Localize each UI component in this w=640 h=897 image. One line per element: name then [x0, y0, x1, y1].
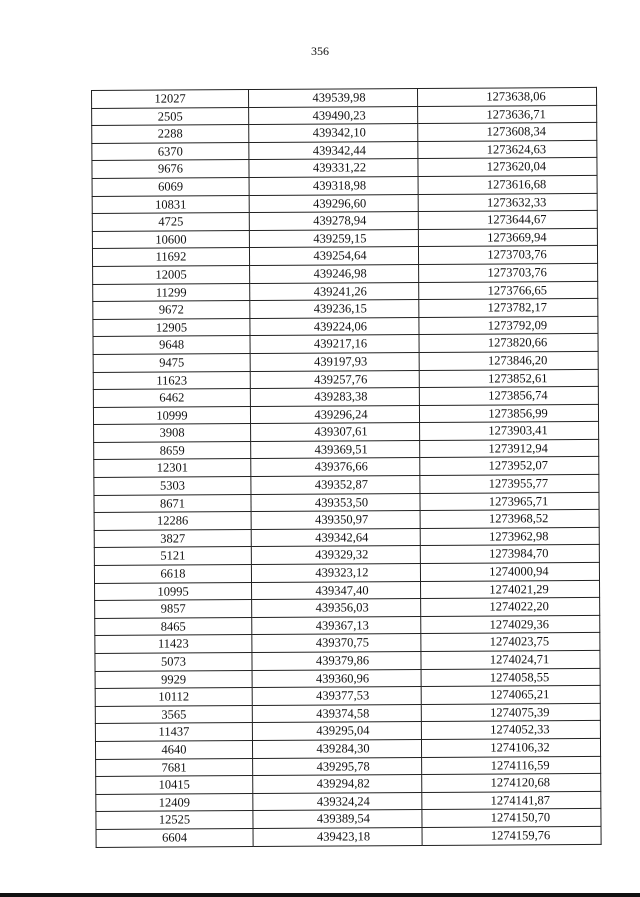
x-coordinate-cell: 439224,06 — [250, 317, 419, 336]
point-id-cell: 10995 — [95, 582, 252, 601]
point-id-cell: 5303 — [94, 477, 251, 496]
point-id-cell: 2505 — [92, 107, 249, 126]
page-number: 356 — [311, 44, 329, 58]
point-id-cell: 10112 — [95, 688, 252, 707]
point-id-cell: 5073 — [95, 653, 252, 672]
x-coordinate-cell: 439324,24 — [253, 792, 422, 811]
point-id-cell: 9676 — [92, 160, 249, 179]
x-coordinate-cell: 439360,96 — [252, 669, 421, 688]
x-coordinate-cell: 439246,98 — [250, 264, 419, 283]
point-id-cell: 12525 — [96, 811, 253, 830]
y-coordinate-cell: 1273903,41 — [420, 422, 599, 441]
x-coordinate-cell: 439350,97 — [251, 511, 420, 530]
x-coordinate-cell: 439217,16 — [250, 335, 419, 354]
point-id-cell: 6604 — [96, 828, 253, 847]
x-coordinate-cell: 439374,58 — [252, 704, 421, 723]
x-coordinate-cell: 439294,82 — [253, 775, 422, 794]
y-coordinate-cell: 1273792,09 — [419, 316, 598, 335]
x-coordinate-cell: 439329,32 — [251, 546, 420, 565]
y-coordinate-cell: 1274058,55 — [421, 668, 600, 687]
x-coordinate-cell: 439284,30 — [252, 739, 421, 758]
y-coordinate-cell: 1273636,71 — [418, 105, 597, 124]
coordinate-table-body — [92, 87, 602, 847]
y-coordinate-cell: 1274141,87 — [422, 791, 601, 810]
point-id-cell: 2288 — [92, 125, 249, 144]
point-id-cell: 4640 — [95, 740, 252, 759]
point-id-cell: 9672 — [93, 301, 250, 320]
point-id-cell: 6370 — [92, 142, 249, 161]
point-id-cell: 11692 — [92, 248, 249, 267]
y-coordinate-cell: 1274116,59 — [422, 756, 601, 775]
y-coordinate-cell: 1273703,76 — [419, 263, 598, 282]
y-coordinate-cell: 1274021,29 — [421, 580, 600, 599]
x-coordinate-cell: 439241,26 — [250, 282, 419, 301]
point-id-cell: 6618 — [94, 565, 251, 584]
point-id-cell: 12027 — [92, 90, 249, 109]
x-coordinate-cell: 439323,12 — [251, 564, 420, 583]
y-coordinate-cell: 1274120,68 — [422, 774, 601, 793]
point-id-cell: 12301 — [94, 459, 251, 478]
y-coordinate-cell: 1274000,94 — [420, 562, 599, 581]
y-coordinate-cell: 1273965,71 — [420, 492, 599, 511]
y-coordinate-cell: 1273766,65 — [419, 281, 598, 300]
y-coordinate-cell: 1274022,20 — [421, 598, 600, 617]
point-id-cell: 9857 — [95, 600, 252, 619]
point-id-cell: 11299 — [93, 283, 250, 302]
x-coordinate-cell: 439295,78 — [253, 757, 422, 776]
x-coordinate-cell: 439318,98 — [249, 176, 418, 195]
y-coordinate-cell: 1273620,04 — [418, 158, 597, 177]
x-coordinate-cell: 439259,15 — [249, 229, 418, 248]
y-coordinate-cell: 1273616,68 — [418, 175, 597, 194]
y-coordinate-cell: 1273952,07 — [420, 457, 599, 476]
point-id-cell: 11423 — [95, 635, 252, 654]
point-id-cell: 8659 — [94, 441, 251, 460]
x-coordinate-cell: 439490,23 — [249, 106, 418, 125]
y-coordinate-cell: 1274029,36 — [421, 615, 600, 634]
y-coordinate-cell: 1274106,32 — [421, 738, 600, 757]
y-coordinate-cell: 1273624,63 — [418, 140, 597, 159]
x-coordinate-cell: 439353,50 — [251, 493, 420, 512]
x-coordinate-cell: 439296,60 — [249, 194, 418, 213]
x-coordinate-cell: 439367,13 — [252, 616, 421, 635]
x-coordinate-cell: 439376,66 — [251, 458, 420, 477]
y-coordinate-cell: 1274023,75 — [421, 633, 600, 652]
point-id-cell: 8671 — [94, 494, 251, 513]
point-id-cell: 10831 — [92, 195, 249, 214]
point-id-cell: 7681 — [96, 758, 253, 777]
x-coordinate-cell: 439423,18 — [253, 827, 422, 846]
scan-edge — [0, 893, 640, 897]
y-coordinate-cell: 1274159,76 — [422, 826, 601, 845]
y-coordinate-cell: 1274150,70 — [422, 809, 601, 828]
y-coordinate-cell: 1273782,17 — [419, 299, 598, 318]
y-coordinate-cell: 1273608,34 — [418, 123, 597, 142]
y-coordinate-cell: 1273846,20 — [419, 351, 598, 370]
point-id-cell: 9475 — [93, 353, 250, 372]
point-id-cell: 3908 — [94, 424, 251, 443]
point-id-cell: 6462 — [93, 389, 250, 408]
y-coordinate-cell: 1274065,21 — [421, 686, 600, 705]
y-coordinate-cell: 1273962,98 — [420, 527, 599, 546]
point-id-cell: 4725 — [92, 213, 249, 232]
y-coordinate-cell: 1273912,94 — [420, 439, 599, 458]
point-id-cell: 10415 — [96, 776, 253, 795]
x-coordinate-cell: 439307,61 — [251, 423, 420, 442]
y-coordinate-cell: 1273955,77 — [420, 474, 599, 493]
point-id-cell: 9929 — [95, 670, 252, 689]
x-coordinate-cell: 439377,53 — [252, 687, 421, 706]
point-id-cell: 12409 — [96, 793, 253, 812]
point-id-cell: 3827 — [94, 529, 251, 548]
y-coordinate-cell: 1274052,33 — [421, 721, 600, 740]
x-coordinate-cell: 439283,38 — [250, 388, 419, 407]
x-coordinate-cell: 439342,44 — [249, 141, 418, 160]
y-coordinate-cell: 1273638,06 — [417, 87, 596, 106]
y-coordinate-cell: 1273984,70 — [420, 545, 599, 564]
y-coordinate-cell: 1273856,74 — [419, 387, 598, 406]
point-id-cell: 5121 — [94, 547, 251, 566]
point-id-cell: 11623 — [93, 371, 250, 390]
y-coordinate-cell: 1274075,39 — [421, 703, 600, 722]
x-coordinate-cell: 439295,04 — [252, 722, 421, 741]
x-coordinate-cell: 439539,98 — [249, 89, 418, 108]
y-coordinate-cell: 1273632,33 — [418, 193, 597, 212]
y-coordinate-cell: 1273820,66 — [419, 334, 598, 353]
x-coordinate-cell: 439342,10 — [249, 124, 418, 143]
x-coordinate-cell: 439197,93 — [250, 352, 419, 371]
point-id-cell: 12905 — [93, 318, 250, 337]
x-coordinate-cell: 439257,76 — [250, 370, 419, 389]
y-coordinate-cell: 1273644,67 — [418, 211, 597, 230]
point-id-cell: 6069 — [92, 178, 249, 197]
x-coordinate-cell: 439389,54 — [253, 810, 422, 829]
coordinate-table — [91, 87, 602, 848]
point-id-cell: 12286 — [94, 512, 251, 531]
x-coordinate-cell: 439331,22 — [249, 159, 418, 178]
x-coordinate-cell: 439379,86 — [252, 651, 421, 670]
y-coordinate-cell: 1273852,61 — [419, 369, 598, 388]
point-id-cell: 10999 — [93, 406, 250, 425]
x-coordinate-cell: 439236,15 — [250, 300, 419, 319]
x-coordinate-cell: 439278,94 — [249, 212, 418, 231]
y-coordinate-cell: 1273968,52 — [420, 510, 599, 529]
x-coordinate-cell: 439369,51 — [251, 440, 420, 459]
table-row — [96, 826, 601, 847]
point-id-cell: 3565 — [95, 705, 252, 724]
y-coordinate-cell: 1273669,94 — [418, 228, 597, 247]
x-coordinate-cell: 439347,40 — [252, 581, 421, 600]
point-id-cell: 12005 — [93, 265, 250, 284]
x-coordinate-cell: 439254,64 — [249, 247, 418, 266]
y-coordinate-cell: 1273856,99 — [419, 404, 598, 423]
x-coordinate-cell: 439296,24 — [250, 405, 419, 424]
y-coordinate-cell: 1273703,76 — [418, 246, 597, 265]
y-coordinate-cell: 1274024,71 — [421, 650, 600, 669]
x-coordinate-cell: 439370,75 — [252, 634, 421, 653]
point-id-cell: 11437 — [95, 723, 252, 742]
point-id-cell: 10600 — [92, 230, 249, 249]
x-coordinate-cell: 439352,87 — [251, 476, 420, 495]
x-coordinate-cell: 439356,03 — [252, 599, 421, 618]
x-coordinate-cell: 439342,64 — [251, 528, 420, 547]
point-id-cell: 9648 — [93, 336, 250, 355]
point-id-cell: 8465 — [95, 617, 252, 636]
